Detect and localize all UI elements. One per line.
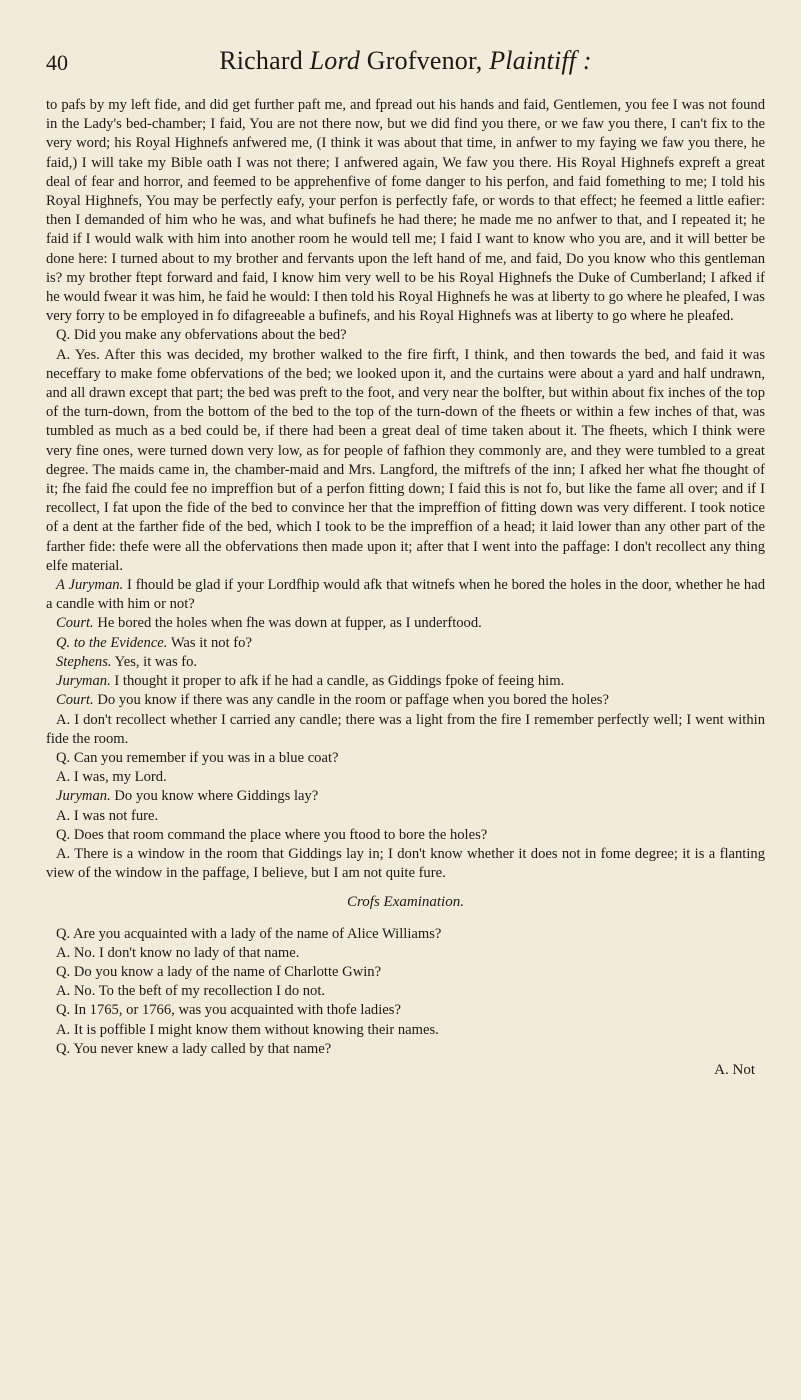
paragraph (46, 963, 765, 982)
catchword: A. Not (714, 1061, 755, 1078)
paragraph (46, 634, 765, 653)
paragraph (46, 576, 765, 614)
paragraph (46, 1001, 765, 1020)
paragraph (46, 768, 765, 787)
paragraph-text: It is poffible I might know them without knowing their names. (73, 1021, 439, 1038)
paragraph (46, 982, 765, 1001)
page-number: 40 (46, 50, 68, 75)
paragraph (46, 925, 765, 944)
running-head-plaintiff: Plaintiff : (489, 46, 592, 75)
testimony-text (46, 96, 765, 1080)
speaker-label: A. (56, 944, 71, 961)
running-head-prefix: Richard (219, 46, 310, 75)
paragraph-text: Was it not fo? (170, 634, 252, 651)
paragraph-text: I was, my Lord. (73, 769, 167, 786)
paragraph (46, 749, 765, 768)
paragraph (46, 691, 765, 710)
paragraph (46, 1021, 765, 1040)
speaker-label: Q. (56, 963, 71, 980)
testimony-paragraphs (46, 96, 765, 883)
speaker-label: Court. (56, 615, 94, 632)
paragraph-text: I fhould be glad if your Lordfhip would afk that witnefs when he bored the holes in the door, whether he had a candle with him or not? (46, 577, 765, 613)
speaker-label: Q. (56, 749, 71, 766)
paragraph (46, 672, 765, 691)
paragraph-text: Does that room command the place where you ftood to bore the holes? (73, 826, 488, 843)
speaker-label: A Juryman. (56, 577, 124, 594)
paragraph-text: to pafs by my left fide, and did get further paft me, and fpread out his hands and faid, Gentlemen, you fee I was not found in the Lady's bed-chamber; I faid, You are not there now, but we did find you there, or we faw you there, I can't fix to the very word; his Royal Highnefs anfwered me, (I think it was about that time, in anfwer to my faying we faw you there, he faid,) I will take my Bible oath I was not there; I anfwered again, We faw you there. His Royal Highnefs expreft a great deal of fear and horror, and feemed to be apprehenfive of fome danger to his perfon, and faid fomething to me; I told his Royal Highnefs, You may be perfectly eafy, your perfon is perfectly fafe, or words to that effect; he feemed a little eafier: then I demanded of him who he was, and what bufinefs he had there; he made me no anfwer to that, and I repeated it; he faid if I would walk with him into another room he would tell me; I faid I want to know who you are, and it will better be done here: I turned about to my brother and fervants upon the left hand of me, and faid, Do you know who this gentleman is? my brother ftept forward and faid, I know him very well to be his Royal Highnefs the Duke of Cumberland; I afked if he would fwear it was him, he faid he would: I then told his Royal Highnefs he was at liberty to go where he pleafed, I was very forry to be employed in fo difagreeable a bufinefs, and his Royal Highnefs was at liberty to go where he pleafed. (46, 97, 765, 325)
speaker-label: Court. (56, 692, 94, 709)
speaker-label: A. (56, 807, 71, 824)
paragraph-text: Can you remember if you was in a blue coat? (73, 749, 339, 766)
speaker-label: A. (56, 711, 71, 728)
paragraph (46, 711, 765, 749)
cross-examination-paragraphs (46, 925, 765, 1059)
paragraph-text: Are you acquainted with a lady of the name of Alice Williams? (73, 925, 442, 942)
paragraph (46, 845, 765, 883)
paragraph-text: There is a window in the room that Giddings lay in; I don't know whether it does not in fome degree; it is a flanting view of the window in the paffage, I believe, but I am not quite fure. (46, 845, 765, 882)
paragraph-text: Do you know a lady of the name of Charlotte Gwin? (73, 963, 382, 980)
paragraph (46, 944, 765, 963)
running-head-name: Grofvenor, (360, 46, 490, 75)
paragraph-text: I was not fure. (73, 807, 159, 824)
paragraph (46, 346, 765, 576)
paragraph (46, 326, 765, 345)
speaker-label: A. (56, 769, 71, 786)
speaker-label: Q. to the Evidence. (56, 634, 168, 651)
paragraph-text: Do you know if there was any candle in the room or paffage when you bored the holes? (97, 692, 609, 709)
paragraph (46, 826, 765, 845)
paragraph-text: No. I don't know no lady of that name. (73, 944, 300, 961)
paragraph (46, 1040, 765, 1059)
paragraph (46, 614, 765, 633)
running-head-lord: Lord (309, 46, 361, 75)
paragraph-text: Yes, it was fo. (114, 653, 198, 670)
speaker-label: A. (56, 845, 71, 862)
paragraph-text: Did you make any obfervations about the bed? (73, 327, 347, 344)
paragraph-text: Yes. After this was decided, my brother walked to the fire firft, I think, and then towards the bed, and faid it was neceffary to make fome obfervations of the bed; we looked upon it, and the curtains were about a yard and half undrawn, and all drawn except that part; the bed was preft to the foot, and very near the bolfter, but within about fix inches of the top of the turn-down, from the bottom of the bed to the top of the turn-down of the fheets or within a few inches of that, was tumbled as much as a bed could be, if there had been a great deal of time taken about it. The fheets, which I think were very fine ones, were turned down very low, as for people of fafhion they commonly are, and they were tumbled to a great degree. The maids came in, the chamber-maid and Mrs. Langford, the miftrefs of the inn; I afked her what fhe thought of it; fhe faid fhe could fee no impreffion but of a perfon fitting down; I faid this is not fo, but like the fame all over; and if I recollect, I fat upon the fide of the bed to convince her that the impreffion of fitting down was very different. I took notice of a dent at the farther fide of the bed, which I took to be the impreffion of a head; it laid lower than any other part of the farther fide: thefe were all the obfervations then made upon it; after that I went into the paffage: I don't recollect any thing elfe material. (46, 346, 765, 574)
paragraph-text: I don't recollect whether I carried any candle; there was a light from the fire I remember perfectly well; I went within fide the room. (46, 711, 765, 747)
paragraph-text: He bored the holes when fhe was down at fupper, as I underftood. (97, 615, 482, 632)
speaker-label: Q. (56, 826, 71, 843)
speaker-label: Q. (56, 327, 71, 344)
paragraph-text: Do you know where Giddings lay? (114, 788, 319, 805)
paragraph (46, 807, 765, 826)
speaker-label: Juryman. (56, 673, 111, 690)
section-heading: Crofs Examination. (347, 894, 464, 911)
speaker-label: Q. (56, 1040, 71, 1057)
paragraph-text: In 1765, or 1766, was you acquainted with thofe ladies? (73, 1002, 401, 1019)
speaker-label: Stephens. (56, 653, 112, 670)
speaker-label: Q. (56, 1002, 71, 1019)
paragraph (46, 96, 765, 326)
speaker-label: A. (56, 983, 71, 1000)
page-header (46, 46, 765, 96)
paragraph-text: You never knew a lady called by that name? (73, 1040, 332, 1057)
speaker-label: Q. (56, 925, 71, 942)
paragraph-text: I thought it proper to afk if he had a candle, as Giddings fpoke of feeing him. (114, 673, 565, 690)
speaker-label: A. (56, 346, 71, 363)
speaker-label: Juryman. (56, 788, 111, 805)
paragraph-text: No. To the beft of my recollection I do not. (73, 983, 326, 1000)
paragraph (46, 653, 765, 672)
running-head (46, 46, 765, 76)
paragraph (46, 787, 765, 806)
speaker-label: A. (56, 1021, 71, 1038)
